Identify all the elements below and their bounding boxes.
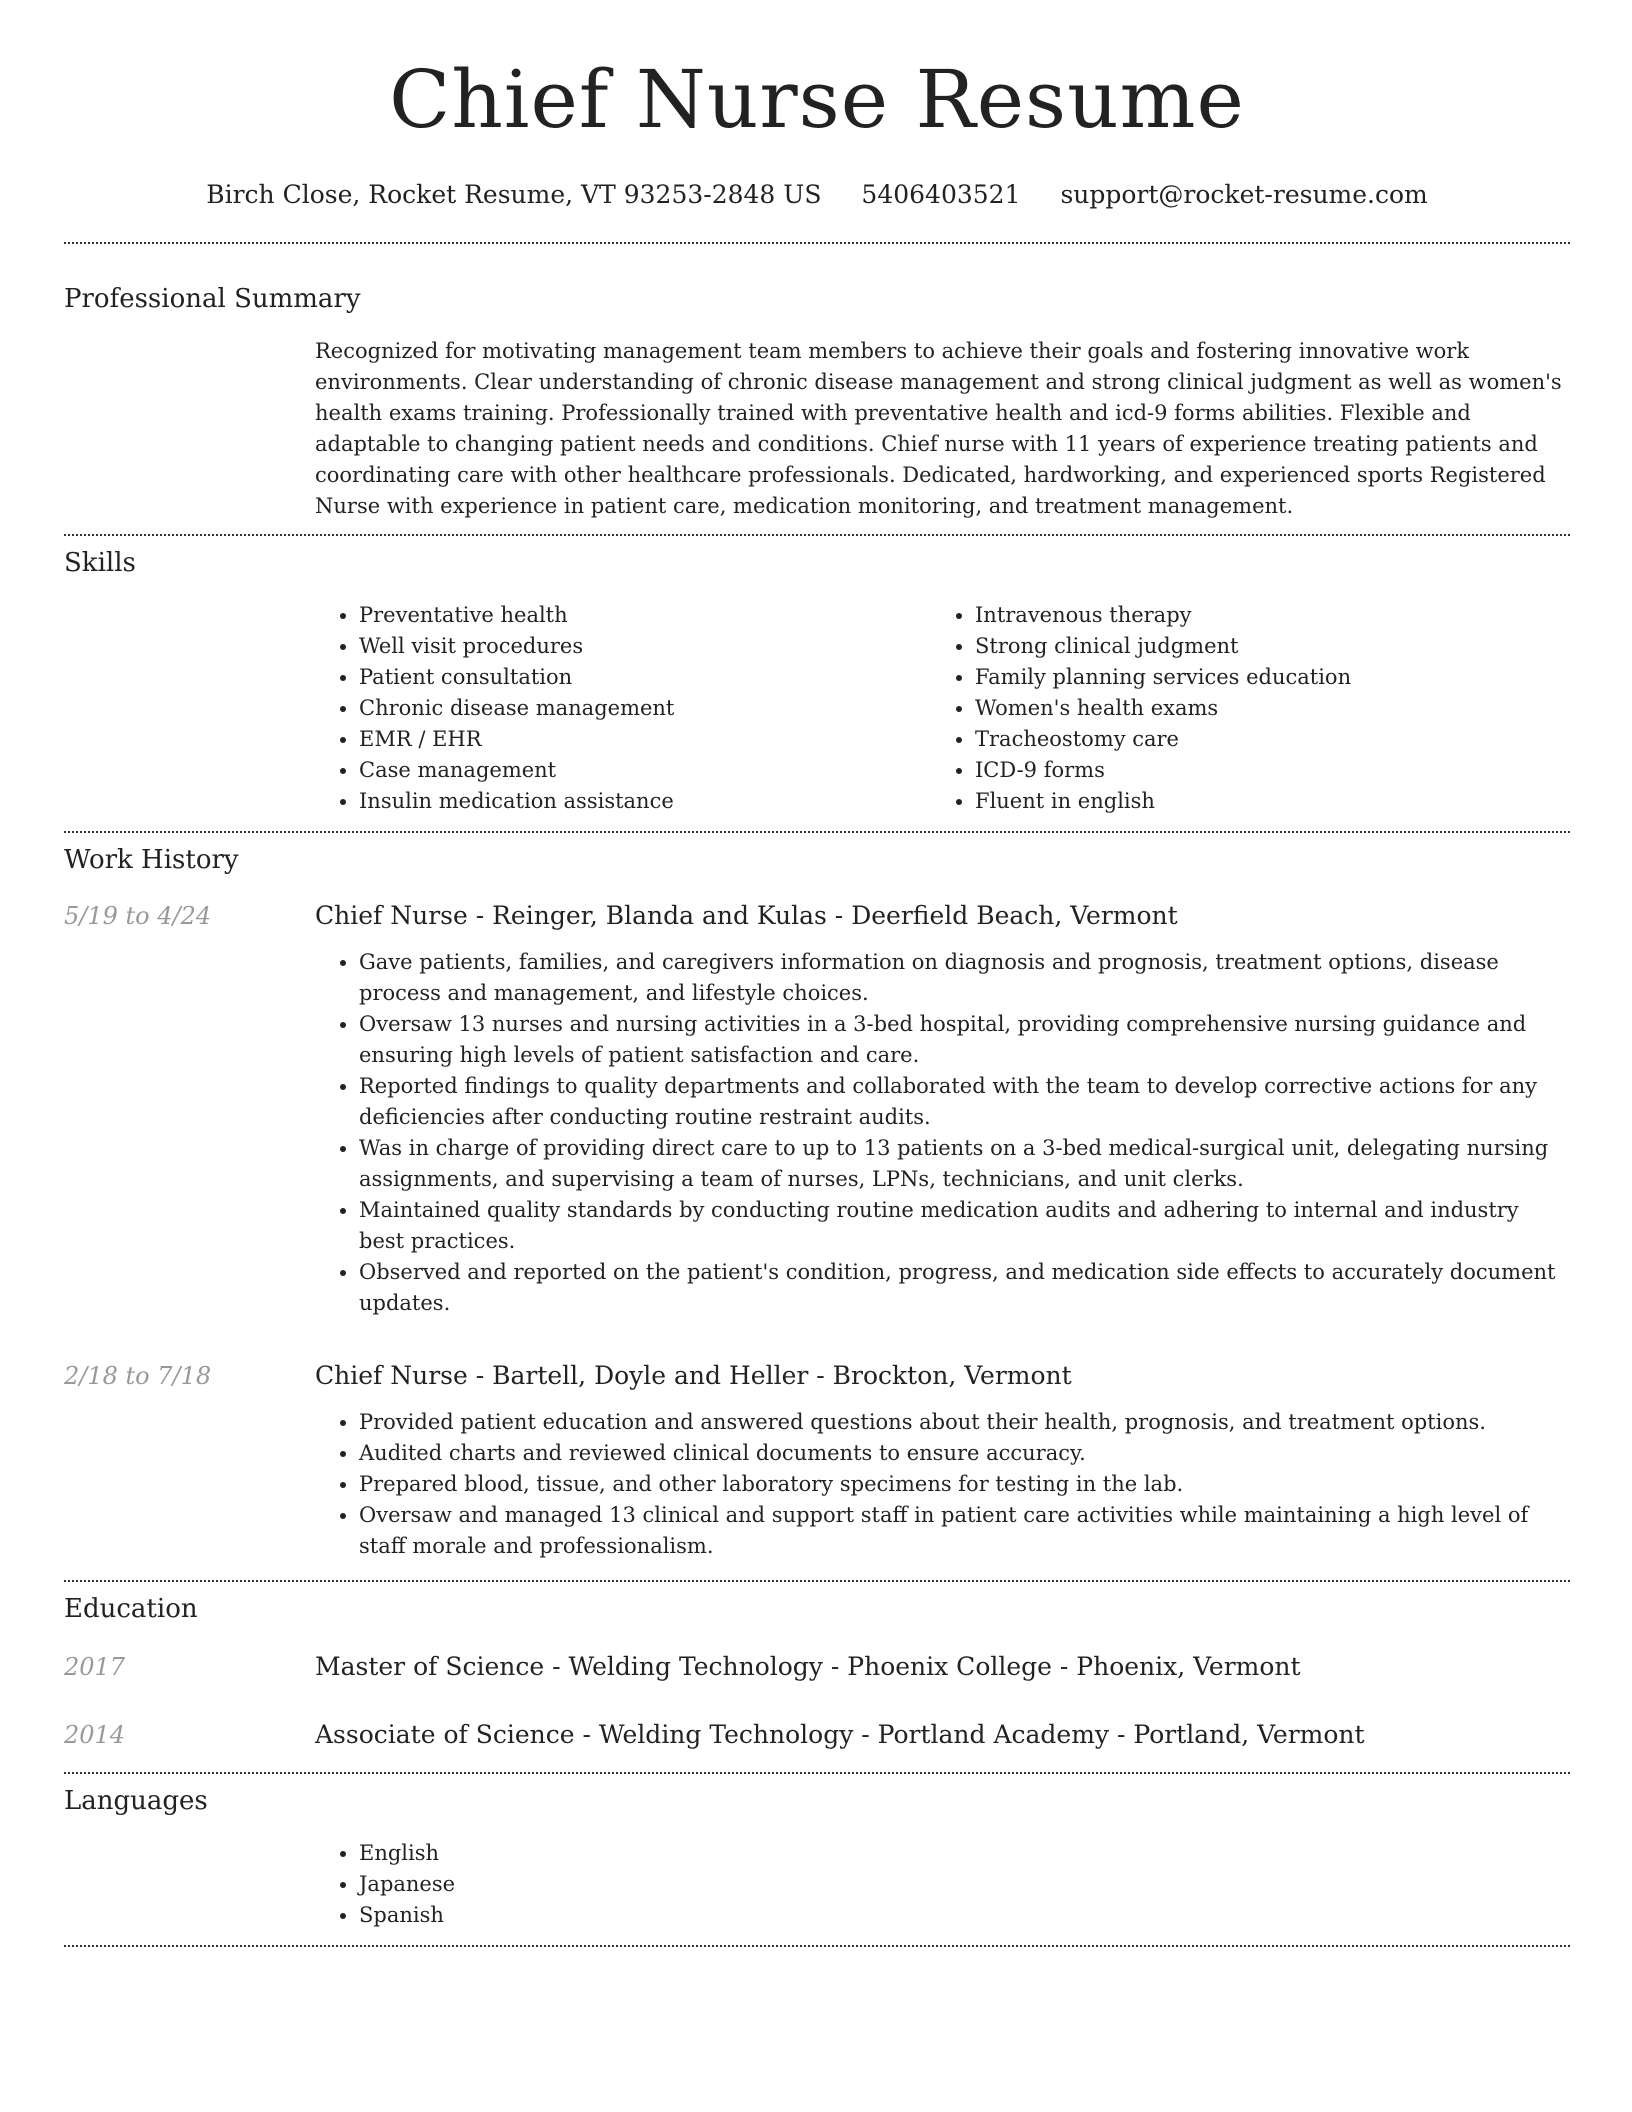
contact-email: support@rocket-resume.com bbox=[1060, 180, 1428, 209]
summary-section bbox=[64, 282, 1570, 522]
skill-item: • Case management bbox=[359, 755, 931, 786]
skills-columns bbox=[315, 600, 1570, 817]
skill-item: • Well visit procedures bbox=[359, 631, 931, 662]
job-header bbox=[64, 1359, 1570, 1393]
contact-address: Birch Close, Rocket Resume, VT 93253-2848 US bbox=[206, 180, 822, 209]
job-bullet: • Prepared blood, tissue, and other laboratory specimens for testing in the lab. bbox=[359, 1469, 1570, 1500]
skill-item: • Women's health exams bbox=[975, 693, 1547, 724]
job-bullet: • Oversaw 13 nurses and nursing activities in a 3-bed hospital, providing comprehensive nursing guidance and ensuring high levels of patient satisfaction and care. bbox=[359, 1009, 1570, 1071]
language-item: • English bbox=[359, 1838, 1570, 1869]
section-title-summary: Professional Summary bbox=[64, 284, 361, 314]
divider bbox=[64, 534, 1570, 536]
job-bullet: • Gave patients, families, and caregivers information on diagnosis and prognosis, treatment options, disease process and management, and lifestyle choices. bbox=[359, 947, 1570, 1009]
job-heading: Chief Nurse - Reinger, Blanda and Kulas - Deerfield Beach, Vermont bbox=[315, 901, 1178, 930]
job-header bbox=[64, 899, 1570, 933]
education-entry bbox=[64, 1718, 1570, 1752]
divider bbox=[64, 1772, 1570, 1774]
skill-item: • Preventative health bbox=[359, 600, 931, 631]
contact-phone: 5406403521 bbox=[861, 180, 1021, 209]
education-heading: Associate of Science - Welding Technology - Portland Academy - Portland, Vermont bbox=[315, 1720, 1365, 1749]
languages-list bbox=[315, 1838, 1570, 1931]
resume-name: Chief Nurse Resume bbox=[389, 53, 1245, 146]
skill-item: • Patient consultation bbox=[359, 662, 931, 693]
skills-column-left bbox=[315, 600, 931, 817]
resume-page bbox=[64, 0, 1570, 1947]
job-bullet: • Maintained quality standards by conducting routine medication audits and adhering to internal and industry best practices. bbox=[359, 1195, 1570, 1257]
languages-section bbox=[64, 1784, 1570, 1931]
skill-item: • EMR / EHR bbox=[359, 724, 931, 755]
section-title-work: Work History bbox=[64, 845, 239, 875]
education-entry bbox=[64, 1650, 1570, 1684]
job-bullet: • Reported findings to quality departments and collaborated with the team to develop corrective actions for any deficiencies after conducting routine restraint audits. bbox=[359, 1071, 1570, 1133]
contact-line bbox=[64, 178, 1570, 212]
skill-item: • Fluent in english bbox=[975, 786, 1547, 817]
skill-item: • Strong clinical judgment bbox=[975, 631, 1547, 662]
skill-item: • Intravenous therapy bbox=[975, 600, 1547, 631]
job-bullets bbox=[315, 1407, 1570, 1562]
education-year: 2017 bbox=[64, 1653, 126, 1681]
section-title-education: Education bbox=[64, 1594, 198, 1624]
work-section bbox=[64, 843, 1570, 1562]
job-dates: 2/18 to 7/18 bbox=[64, 1362, 212, 1390]
job-entry bbox=[64, 899, 1570, 1319]
job-bullet: • Observed and reported on the patient's condition, progress, and medication side effects to accurately document updates. bbox=[359, 1257, 1570, 1319]
skill-item: • Insulin medication assistance bbox=[359, 786, 931, 817]
language-item: • Spanish bbox=[359, 1900, 1570, 1931]
job-heading: Chief Nurse - Bartell, Doyle and Heller - Brockton, Vermont bbox=[315, 1361, 1072, 1390]
divider bbox=[64, 1945, 1570, 1947]
divider bbox=[64, 242, 1570, 244]
job-dates: 5/19 to 4/24 bbox=[64, 902, 212, 930]
education-section bbox=[64, 1592, 1570, 1752]
job-bullet: • Oversaw and managed 13 clinical and support staff in patient care activities while maintaining a high level of staff morale and professionalism. bbox=[359, 1500, 1570, 1562]
language-item: • Japanese bbox=[359, 1869, 1570, 1900]
job-entry bbox=[64, 1359, 1570, 1562]
skills-section bbox=[64, 546, 1570, 817]
section-title-languages: Languages bbox=[64, 1786, 208, 1816]
education-year: 2014 bbox=[64, 1721, 126, 1749]
skill-item: • Chronic disease management bbox=[359, 693, 931, 724]
skill-item: • Family planning services education bbox=[975, 662, 1547, 693]
job-bullet: • Was in charge of providing direct care to up to 13 patients on a 3-bed medical-surgical unit, delegating nursing assignments, and supervising a team of nurses, LPNs, technicians, and unit clerks. bbox=[359, 1133, 1570, 1195]
divider bbox=[64, 831, 1570, 833]
skill-item: • ICD-9 forms bbox=[975, 755, 1547, 786]
section-title-skills: Skills bbox=[64, 548, 136, 578]
skill-item: • Tracheostomy care bbox=[975, 724, 1547, 755]
job-bullet: • Provided patient education and answered questions about their health, prognosis, and treatment options. bbox=[359, 1407, 1570, 1438]
job-bullets bbox=[315, 947, 1570, 1319]
education-heading: Master of Science - Welding Technology - Phoenix College - Phoenix, Vermont bbox=[315, 1652, 1301, 1681]
summary-text: Recognized for motivating management team members to achieve their goals and fostering innovative work environments. Clear understanding of chronic disease management and strong clinical judgment as well as women's health exams training. Professionally trained with preventative health and icd-9 forms abilities. Flexible and adaptable to changing patient needs and conditions. Chief nurse with 11 years of experience treating patients and coordinating care with other healthcare professionals. Dedicated, hardworking, and experienced sports Registered Nurse with experience in patient care, medication monitoring, and treatment management. bbox=[315, 339, 1562, 518]
skills-column-right bbox=[931, 600, 1547, 817]
job-bullet: • Audited charts and reviewed clinical documents to ensure accuracy. bbox=[359, 1438, 1570, 1469]
divider bbox=[64, 1580, 1570, 1582]
